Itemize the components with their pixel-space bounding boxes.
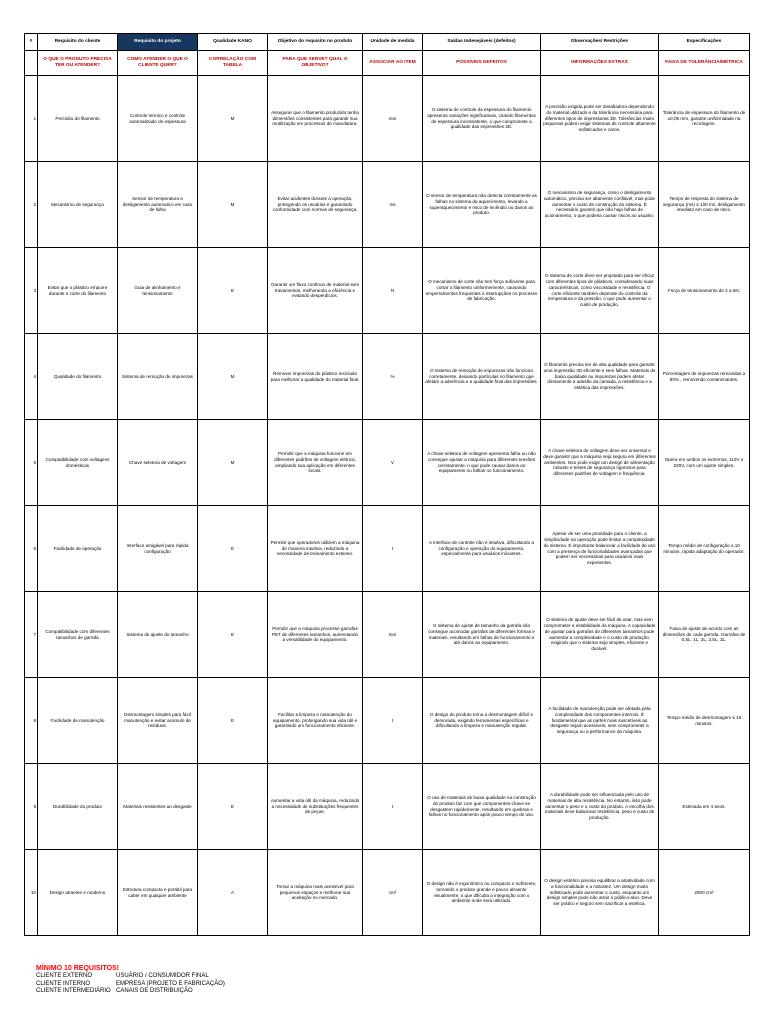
- subheader-cliente: O QUE O PRODUTO PRECISA TER OU ATENDER?: [38, 51, 118, 76]
- subheader-row: [25, 51, 750, 76]
- subheader-kano: CORRELAÇÃO COM TABELA: [198, 51, 268, 76]
- table-row: [25, 248, 750, 334]
- cell-cliente: Design atraente e moderno: [38, 850, 118, 936]
- header-obs: Observações/ Restrições: [541, 34, 659, 51]
- cell-objetivo: Permitir que operadores utilizem a máquina de maneira intuitiva, reduzindo a necessidade de treinamento extenso.: [268, 506, 363, 592]
- cell-unidade: N: [363, 248, 423, 334]
- cell-kano: E: [198, 592, 268, 678]
- cell-obs: A durabilidade pode ser influenciada pelo uso de materiais de alta resistência. No entanto, isso pode aumentar o peso e o custo do produto. A escolha dos materiais deve balancear resistência, peso e custo de produção.: [541, 764, 659, 850]
- cell-kano: E: [198, 506, 268, 592]
- subheader-unidade: ASSOCIAR AO ITEM: [363, 51, 423, 76]
- cell-unidade: V: [363, 420, 423, 506]
- cell-projeto: Estrutura compacta e portátil para caber em qualquer ambiente: [118, 850, 198, 936]
- cell-obs: O filamento precisa ser de alta qualidade para garantir uma impressão 3D eficiente e sem falhas. Materiais de baixa qualidade ou impurezas podem afetar diretamente a adesão da camada, a resistência e a estética das impressões.: [541, 334, 659, 420]
- header-cliente: Requisito do cliente: [38, 34, 118, 51]
- cell-kano: M: [198, 420, 268, 506]
- cell-cliente: Evitar que o plástico empurre durante o corte do filamento: [38, 248, 118, 334]
- footer-title: MÍNIMO 10 REQUISITOS!: [36, 965, 120, 972]
- cell-obs: A precisão exigida pode ser desafiadora dependendo do material utilizado e da tolerância necessária para diferentes tipos de impressoras 3D. Tolerâncias muito pequenas podem exigir sistemas de controle altamente sofisticados e caros.: [541, 76, 659, 162]
- header-unidade: Unidade de medida: [363, 34, 423, 51]
- subheader-espec: FAIXA DE TOLERÂNCIA/MÉTRICA: [659, 51, 750, 76]
- table-row: [25, 334, 750, 420]
- cell-objetivo: Permitir que a máquina processe garrafas PET de diferentes tamanhos, aumentando a versatilidade do equipamento.: [268, 592, 363, 678]
- cell-kano: M: [198, 162, 268, 248]
- table-row: [25, 850, 750, 936]
- footer-value: EMPRESA (PROJETO E FABRICAÇÃO): [116, 980, 225, 987]
- header-defeitos: Saídas Indesejáveis (defeitos): [423, 34, 541, 51]
- cell-kano: E: [198, 764, 268, 850]
- cell-unidade: t: [363, 678, 423, 764]
- footer-line: [36, 988, 225, 995]
- subheader-defeitos: POSSÍVEIS DEFEITOS: [423, 51, 541, 76]
- cell-cliente: Facilidade de operação: [38, 506, 118, 592]
- cell-obs: Apesar de ser uma prioridade para o cliente, a simplicidade na operação pode limitar a complexidade do sistema. É importante balancear a facilidade de uso com a presença de funcionalidades avançadas que podem ser necessárias para usuários mais experientes.: [541, 506, 659, 592]
- footer-notes: [36, 965, 225, 995]
- cell-defeitos: O sensor de temperatura não detecta corretamente as falhas no sistema de aquecimento, levando a superaquecimento e risco de incêndio ou danos ao produto.: [423, 162, 541, 248]
- subheader-projeto: COMO ATENDER O QUE O CLIENTE QUER?: [118, 51, 198, 76]
- footer-line: [36, 981, 225, 988]
- cell-obs: O sistema de corte deve ser projetado para ser eficaz com diferentes tipos de plásticos, considerando suas características, como viscosidade e resistência. O corte eficiente também depende do controle da temperatura e da pressão, o que pode aumentar o custo de produção.: [541, 248, 659, 334]
- cell-kano: M: [198, 334, 268, 420]
- subheader-objetivo: PARA QUE SERVE? QUAL O OBJETIVO?: [268, 51, 363, 76]
- header-projeto: Requisito do projeto: [118, 34, 198, 51]
- cell-kano: A: [198, 850, 268, 936]
- cell-num: 9: [25, 764, 38, 850]
- cell-num: 7: [25, 592, 38, 678]
- cell-espec: Faixa de ajuste de acordo com as dimensões de cada garrafa. Garrafas de 0,5L, 1L, 2L, 2,5L, 3L.: [659, 592, 750, 678]
- cell-num: 8: [25, 678, 38, 764]
- cell-obs: O sistema de ajuste deve ser fácil de usar, mas sem comprometer a estabilidade da máquina. A capacidade de ajustar para garrafas de diferentes tamanhos pode aumentar a complexidade e o custo de produção, exigindo que o sistema seja simples, eficiente e durável.: [541, 592, 659, 678]
- cell-unidade: ms: [363, 162, 423, 248]
- cell-projeto: Sistema de ajuste do tamanho: [118, 592, 198, 678]
- cell-projeto: Materiais resistentes ao desgaste: [118, 764, 198, 850]
- subheader-obs: INFORMAÇÕES EXTRAS: [541, 51, 659, 76]
- cell-kano: M: [198, 76, 268, 162]
- cell-unidade: mm: [363, 592, 423, 678]
- table-row: [25, 420, 750, 506]
- table-row: [25, 592, 750, 678]
- cell-obs: A facilidade de manutenção pode ser afetada pela complexidade dos componentes internos. É fundamental que as partes mais suscetíveis ao desgaste sejam acessíveis, sem comprometer a segurança ou a performance da máquina.: [541, 678, 659, 764]
- cell-num: 5: [25, 420, 38, 506]
- footer-value: USUÁRIO / CONSUMIDOR FINAL: [116, 973, 209, 980]
- cell-defeitos: O sistema de ajuste de tamanho da garrafa não consegue acomodar garrafas de diferentes formas e materiais, resultando em falhas de funcionamento e até danos ao equipamento.: [423, 592, 541, 678]
- cell-obs: O mecanismo de segurança, como o desligamento automático, precisa ser altamente confiável, mas pode aumentar o custo de construção do sistema. É necessário garantir que não haja falhas de acionamento, o que poderia causar riscos ao usuário.: [541, 162, 659, 248]
- cell-defeitos: O sistema de controle da espessura do filamento apresenta variações significativas, criando filamentos de espessura inconsistente, o que compromete a qualidade das impressões 3D.: [423, 76, 541, 162]
- cell-objetivo: Remover impurezas do plástico reciclado para melhorar a qualidade do material final.: [268, 334, 363, 420]
- cell-defeitos: O mecanismo de corte não tem força suficiente para cortar o filamento uniformemente, causando emperramentos frequentes e interrupções no processo de fabricação.: [423, 248, 541, 334]
- cell-kano: E: [198, 678, 268, 764]
- cell-defeitos: A interface de controle não é intuitiva, dificultando a configuração e operação do equipamento, especialmente para usuários iniciantes.: [423, 506, 541, 592]
- cell-projeto: Sensor de temperatura e desligamento automatico em caso de falha: [118, 162, 198, 248]
- header-kano: Qualidade KANO: [198, 34, 268, 51]
- cell-unidade: t: [363, 764, 423, 850]
- table-row: [25, 764, 750, 850]
- cell-unidade: t: [363, 506, 423, 592]
- footer-key: CLIENTE INTERNO: [36, 980, 91, 987]
- subheader-num: [25, 51, 38, 76]
- cell-num: 2: [25, 162, 38, 248]
- cell-defeitos: O sistema de remoção de impurezas não funciona corretamente, deixando partículas no filamento que afetam a aderência e a qualidade final das impressões.: [423, 334, 541, 420]
- cell-projeto: Desmontagem simples para fácil manutenção e evitar acúmulo de resíduos.: [118, 678, 198, 764]
- cell-defeitos: A chave seletora de voltagem apresenta falha ou não consegue ajustar a máquina para diferentes tensões corretamente, o que pode causar danos ao equipamento ou falhas no funcionamento.: [423, 420, 541, 506]
- cell-espec: Opera em ambos os extremos, 110V e 220V, com um ajuste simples.: [659, 420, 750, 506]
- cell-unidade: mm: [363, 76, 423, 162]
- cell-projeto: Interface amigável para rápida configuração: [118, 506, 198, 592]
- cell-espec: Tempo médio de desmontagem ≤ 15 minutos.: [659, 678, 750, 764]
- cell-num: 4: [25, 334, 38, 420]
- cell-projeto: Sistema de remoção de impurezas: [118, 334, 198, 420]
- cell-obs: O design estético precisa equilibrar a atratividade com a funcionalidade e a robustez. Um design muito sofisticado pode aumentar o custo, enquanto um design simples pode não atrair o público-alvo. Deve ser prático e seguro sem sacrificar a estética.: [541, 850, 659, 936]
- cell-projeto: Controle termico e controle automatizado de espessura: [118, 76, 198, 162]
- header-num: #: [25, 34, 38, 51]
- cell-cliente: Durabilidade do produto: [38, 764, 118, 850]
- cell-cliente: Precisão do filamento: [38, 76, 118, 162]
- cell-espec: Tempo de resposta do sistema de segurança (ms) ≤ 100 ms, desligamento imediato em caso de risco.: [659, 162, 750, 248]
- cell-unidade: %: [363, 334, 423, 420]
- cell-espec: Estimada em 4 anos.: [659, 764, 750, 850]
- cell-objetivo: Aumentar a vida útil da máquina, reduzindo a necessidade de substituições frequentes de peças.: [268, 764, 363, 850]
- cell-espec: Tolerância de espessura do filamento de ±0,05 mm, garante uniformidade na reciclagem.: [659, 76, 750, 162]
- footer-key: CLIENTE INTERMEDIÁRIO: [36, 987, 111, 994]
- header-objetivo: Objetivo do requisito no produto: [268, 34, 363, 51]
- cell-cliente: Compatibilidade com diferentes tamanhos de garrafa: [38, 592, 118, 678]
- cell-espec: 2500 cm²: [659, 850, 750, 936]
- cell-defeitos: O design do produto torna a desmontagem difícil e demorada, exigindo ferramentas específicas e dificultando a limpeza e manutenção regular.: [423, 678, 541, 764]
- cell-espec: Força de tensionamento de 2 a 5N.: [659, 248, 750, 334]
- cell-cliente: Compatibilidade com voltagens domésticas: [38, 420, 118, 506]
- requirements-table: [24, 33, 750, 936]
- cell-projeto: Guia de alinhamento e tensionamento: [118, 248, 198, 334]
- cell-cliente: Qualidade do filamento: [38, 334, 118, 420]
- footer-value: CANAIS DE DISTRIBUIÇÃO: [116, 987, 193, 994]
- cell-cliente: Facilidade de manutenção: [38, 678, 118, 764]
- cell-unidade: cm²: [363, 850, 423, 936]
- header-row: [25, 34, 750, 51]
- table-row: [25, 76, 750, 162]
- cell-num: 10: [25, 850, 38, 936]
- table-row: [25, 162, 750, 248]
- cell-objetivo: Garantir um fluxo contínuo de material sem travamentos, melhorando a eficiência e evitando desperdícios.: [268, 248, 363, 334]
- cell-objetivo: Facilitar a limpeza e manutenção do equipamento, prolongando sua vida útil e garantindo um funcionamento eficiente.: [268, 678, 363, 764]
- cell-espec: Tempo médio de configuração ≤ 10 minutos, rápida adaptação do operador.: [659, 506, 750, 592]
- cell-num: 1: [25, 76, 38, 162]
- cell-kano: E: [198, 248, 268, 334]
- cell-num: 3: [25, 248, 38, 334]
- table-row: [25, 506, 750, 592]
- cell-objetivo: Permitir que a máquina funcione em diferentes padrões de voltagem elétrica, ampliando sua aplicação em diferentes locais.: [268, 420, 363, 506]
- cell-objetivo: Assegurar que o filamento produzido tenha dimensões consistentes para garantir sua reutilização em processos de manufatura.: [268, 76, 363, 162]
- cell-objetivo: Evitar acidentes durante a operação, protegendo os usuários e garantindo conformidade com normas de segurança.: [268, 162, 363, 248]
- cell-objetivo: Tornar a máquina mais acessível para pequenos espaços e melhorar sua aceitação no mercado.: [268, 850, 363, 936]
- cell-obs: A chave seletora de voltagem deve ser universal e deve garantir que a máquina seja segura em diferentes ambientes. Isso pode exigir um design de alimentação robusto e testes de segurança rigorosos para diferentes padrões de voltagem e frequência.: [541, 420, 659, 506]
- table-row: [25, 678, 750, 764]
- footer-line: [36, 973, 225, 980]
- cell-num: 6: [25, 506, 38, 592]
- cell-defeitos: O design não é ergonômico ou compacto o suficiente, tornando o produto grande e pouco atraente visualmente, o que dificulta a integração com o ambiente onde será utilizado.: [423, 850, 541, 936]
- cell-espec: Porcentagem de impurezas removidas ≥ 80% , removendo contaminantes.: [659, 334, 750, 420]
- footer-key: CLIENTE EXTERNO: [36, 973, 93, 980]
- cell-projeto: Chave seletora de voltagem: [118, 420, 198, 506]
- header-espec: Especificações: [659, 34, 750, 51]
- cell-defeitos: O uso de materiais de baixa qualidade na construção do produto faz com que componentes-chave se desgastem rapidamente, resultando em quebras e falhas no funcionamento após pouco tempo de uso.: [423, 764, 541, 850]
- cell-cliente: Mecanismo de segurança: [38, 162, 118, 248]
